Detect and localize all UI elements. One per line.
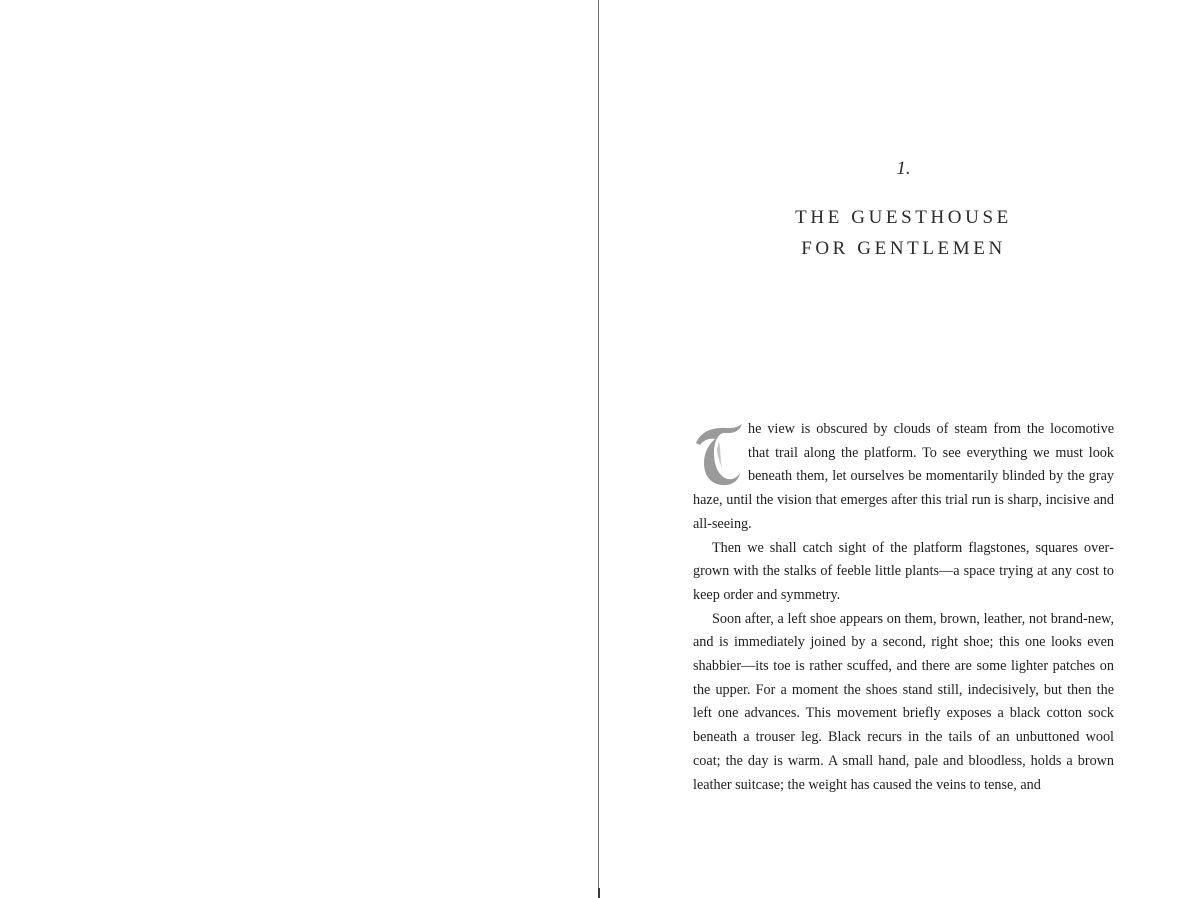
book-gutter	[598, 0, 599, 898]
chapter-title	[693, 202, 1114, 264]
paragraph-1: he view is obscured by clouds of steam from the locomotive that trail along the platform. To see everything we must look beneath them, let ourselves be momentarily blinded by the gray haze, until the vision that emerges after this trial run is sharp, incisive and all-seeing.	[693, 421, 1114, 532]
left-page-blank	[0, 0, 598, 898]
chapter-body-text	[693, 418, 1114, 797]
chapter-title-line-1: THE GUESTHOUSE	[795, 207, 1012, 228]
chapter-title-line-2: FOR GENTLEMEN	[801, 238, 1006, 259]
paragraph-3: Soon after, a left shoe appears on them, brown, leather, not brand-new, and is immediately joined by a second, right shoe; this one looks even shabbier—its toe is rather scuffed, and there are some lighter patches on the upper. For a moment the shoes stand still, indecisively, but then the left one advances. This movement briefly exposes a black cotton sock beneath a trouser leg. Black recurs in the tails of an unbuttoned wool coat; the day is warm. A small hand, pale and bloodless, holds a brown leather suitcase; the weight has caused the veins to tense, and	[693, 610, 1114, 793]
chapter-number: 1.	[896, 158, 911, 179]
dropcap-text: T	[693, 421, 694, 422]
paragraph-2: Then we shall catch sight of the platform flagstones, squares overgrown with the stalks of feeble little plants—a space trying at any cost to keep order and symmetry.	[693, 539, 1114, 603]
dropcap-letter-t	[693, 421, 748, 487]
